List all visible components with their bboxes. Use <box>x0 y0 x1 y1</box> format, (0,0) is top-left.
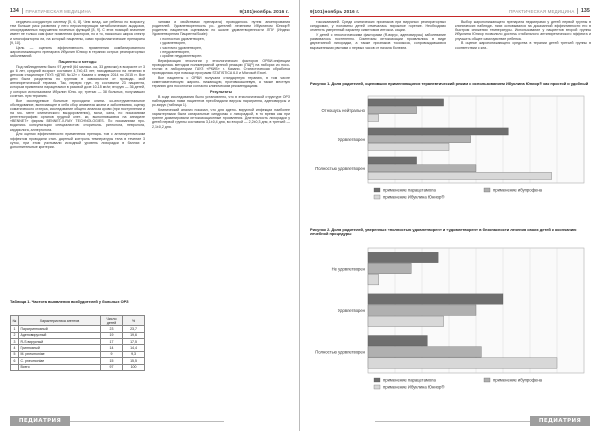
table-cell: 5 <box>11 351 19 357</box>
bar <box>368 99 444 106</box>
table-cell: 97 <box>101 364 123 370</box>
footer-section-label: ПЕДИАТРИЯ <box>18 418 62 424</box>
table-cell: Парагриппозный <box>19 326 101 332</box>
bar <box>368 305 476 316</box>
bar <box>368 136 471 143</box>
legend-label: применение парацетамола <box>383 377 436 383</box>
paragraph: В оценке жаропонижающего средства в терапии детей третьей группы в соответствии с кли- <box>455 41 591 50</box>
section-heading-methods: Пациенты и методы <box>58 59 97 64</box>
bar <box>368 128 508 135</box>
bar <box>368 263 411 274</box>
table-cell <box>11 364 19 370</box>
right-column-1 <box>310 20 446 50</box>
bar <box>368 358 557 369</box>
legend-swatch <box>484 188 490 192</box>
table-cell: R-S вирусный <box>19 338 101 344</box>
figure1-chart <box>310 93 543 205</box>
table-cell: Всего <box>19 364 101 370</box>
table-header-cell: Характеристика агентов <box>19 316 101 326</box>
header-separator <box>22 8 23 14</box>
legend-label: применение ибупрофена <box>493 377 543 383</box>
table-header-cell: Число детей <box>101 316 123 326</box>
bar <box>368 143 449 150</box>
section-heading-results: Результаты <box>210 89 232 94</box>
legend-label: применение парацетамола <box>383 187 436 193</box>
right-page-header <box>310 6 590 16</box>
table-cell: 9 <box>101 351 123 357</box>
table-body <box>11 326 145 371</box>
paragraph: Для оценки эффективности применения препара- тов с антипиретическим эффектом проводили стан- дартный контроль температуры тела в течение 3 суток, при этом учитывали исходный уровень лихорадки в баллах и дополнительные критерии. <box>10 132 145 149</box>
left-running-title: ПРАКТИЧЕСКАЯ МЕДИЦИНА <box>25 8 91 14</box>
table-cell: 2 <box>11 332 19 338</box>
right-page <box>300 0 600 431</box>
figure2-text: Доля родителей, уверенных «полностью удовлетворен» и «удовлетворен» в безопасности лечения своих детей к окончанию лечебной процедуры <box>310 227 577 237</box>
table-cell: 15 <box>101 358 123 364</box>
list-item: • неудовлетворен, <box>160 50 290 54</box>
paragraph: Клинический анализ показал, что для адено- вирусной инфекции наиболее характерными были катаральные синдромы с лихорадкой, в то время как при гриппе доминировали интоксикационные проявления. Длительность лихорадки у детей первой группы составила 3,1±0,4 дня, во второй — 2,2±0,3 дня, в третьей — 2,1±0,2 дня. <box>152 107 290 129</box>
bar <box>368 336 427 347</box>
right-footer-badge <box>530 416 590 426</box>
category-label: Удовлетворен <box>337 308 365 313</box>
legend-label: применение ибупрофена <box>493 187 543 193</box>
figure2-caption <box>310 228 590 237</box>
table-cell: Гриппозный <box>19 345 101 351</box>
right-column-2 <box>455 20 591 50</box>
figure1-label: Рисунок 1. <box>310 81 331 86</box>
table-cell: 23 <box>101 326 123 332</box>
table-caption: Таблица 1. Частота выявления возбудителей у больных ОРЗ <box>10 299 129 304</box>
bar <box>368 347 481 358</box>
figure1-text: Доля родителей, оценивших применяющиеся терапевтический режим с использованием Ибуклина Юниор® как простой и удобный <box>331 81 589 86</box>
table-cell: 17 <box>101 338 123 344</box>
figure2-label: Рисунок 2. <box>310 227 331 232</box>
bar <box>368 172 552 179</box>
category-label: Удовлетворен <box>337 137 365 142</box>
table-cell: 6 <box>11 358 19 364</box>
bar <box>368 157 417 164</box>
bar <box>368 252 438 263</box>
header-rule <box>10 16 289 17</box>
header-rule <box>310 16 590 17</box>
legend-swatch <box>374 195 380 199</box>
category-label: Полностью удовлетворен <box>315 349 365 355</box>
bar <box>368 294 503 305</box>
table-cell: 17,5 <box>123 338 145 344</box>
paragraph: В ходе исследования было установлено, что в этиологической структуре ОРЗ наблюдаемых нами пациентов преобладали вирусы парагриппа, аденовирусы и рс-вирус (таблица 1). <box>152 94 290 108</box>
bar <box>368 165 476 172</box>
legend-swatch <box>484 378 490 382</box>
paragraph: Все пациенты с ОРВИ получали стандартную терапию, в том числе симптоматическую: жаропо- нижающую, противокашлевую, а также местную терапию для носоглотки согласно клиническим рекомендациям. <box>152 75 290 89</box>
table-row <box>11 364 145 370</box>
paragraph: У детей с этиологическими факторами (R-вирус, аденовирусы) заболевание развивалось постепенно. Симптомы интоксикации проявлялись в виде двухэтапной лихорадки, а также признаков токсикоза, сопровождавшихся выраженными рвотами с первых часов от начала болезни. <box>310 33 446 50</box>
table-cell: 100 <box>123 364 145 370</box>
paragraph: Выбор жаропонижающего препарата педиатрами у детей первой группы в клинических наблюде- ниях основывался на доказанной эффективности его в быстром снижении температуры. Использование у пациентов второй группы Ибуклина Юниор позволило достичь стабильного антипиретического эффекта и улучшить общее самочувствие ребенка. <box>455 20 591 41</box>
bar <box>368 316 444 327</box>
pathogen-table <box>10 315 145 371</box>
table-cell: 23,7 <box>123 326 145 332</box>
left-footer-badge <box>10 416 70 426</box>
category-label: Полностью удовлетворен <box>315 166 365 171</box>
paragraph: чинами и свойствами препарата) проводилось путем анкетирования родителей. Удовлетворенность ро- дителей лечением Ибуклином Юниор® родители пациентов оценивали по шкале удовлетворенности ЛПУ (Индекс Удовлетворения Пациента/Scale): <box>152 20 290 37</box>
left-page-number: 134 <box>10 8 19 14</box>
paragraph: токсикаемией. Среди клинических признаков при вирусных респираторных синдромах, у половины детей отмечалась пирожное горение. Необходимо отметить умеренный характер симптомов интокси- кации. <box>310 20 446 33</box>
table-cell: 19,6 <box>123 332 145 338</box>
bar <box>368 107 417 114</box>
table-cell: C. pneumoniae <box>19 358 101 364</box>
paragraph-goal: Цель — оценить эффективность применения комбинированного жаропонижающего препарата Ибуклин Юниор в терапии острых респираторных заболеваний. <box>10 45 145 58</box>
paragraph: сердечно-сосудистую систему [5, 6, 8]. Чем млад- ше ребенок по возрасту, тем больше риск развития у него персистирующих метаболических ацидозов, опосредованных нарушения почечных функций [8, 9]. С этих позиций значение имеет не только сам факт появления факторов, но и то, насколько широк спектр и многофакторна ли, на который нацелены, сами профилактические препараты [9, 10]. <box>10 20 145 45</box>
list-item: • полностью удовлетворен, <box>160 37 290 41</box>
header-separator <box>577 8 578 14</box>
figure1-caption <box>310 82 590 86</box>
category-label: Отношусь нейтрально <box>321 108 365 113</box>
table-cell: 14 <box>101 345 123 351</box>
right-page-number: 135 <box>581 8 590 14</box>
table-header-cell: % <box>123 316 145 326</box>
paragraph: Верификация этиологии у этиологических факторов ОРВИ-инфекции проводилась методом полимеразной цепной реакции (ПЦР) на наборах из носо- глотки в лаборатории ГАУЗ «РКИБ» г. Казани. Статистическая обработка проводилась при помощи программ STATISTICA 6.0 и Microsoft Excel. <box>152 58 290 75</box>
left-issue-label: 9(101)ноябрь 2016 г. <box>239 8 289 14</box>
legend-swatch <box>374 385 380 389</box>
category-label: Не удовлетворен <box>331 266 365 272</box>
table-cell: 15,5 <box>123 358 145 364</box>
paragraph: Все исследуемые больные проходили клини- ко-инструментальное обследование, включающее в себя сбор анамнеза жизни и заболевания, оценку соматического статуса, исследование общего анализа крови (при поступлении и на мо- мент клинического выздоровления), мочи, кала, по показаниям рентгенографию органов грудной клет- ки, выполнявшиеся на аппарате «BENNET» фирмы BENNET-X-RAY TECHNOLOGIES. По показаниям про- водились консультации специалистов: оторинола- ринголога, невролога, кардиолога, аллерголога. <box>10 98 145 132</box>
table-header-cell: № <box>11 316 19 326</box>
table-cell: M. pneumoniae <box>19 351 101 357</box>
footer-section-label: ПЕДИАТРИЯ <box>538 418 582 424</box>
bar <box>368 274 379 285</box>
table-cell: Аденовирусный <box>19 332 101 338</box>
table-cell: 9,3 <box>123 351 145 357</box>
legend-label: применение Ибуклина Юниор® <box>383 194 445 200</box>
list-item: • крайне неудовлетворен. <box>160 54 290 58</box>
left-column-1 <box>10 20 145 150</box>
legend-label: применение Ибуклина Юниор® <box>383 384 445 390</box>
table-header-row <box>11 316 145 326</box>
list-item: • удовлетворен, <box>160 41 290 45</box>
table-cell: 3 <box>11 338 19 344</box>
left-column-2 <box>152 20 290 129</box>
left-page-header <box>10 6 289 16</box>
bar <box>368 114 379 121</box>
table-cell: 14,4 <box>123 345 145 351</box>
list-item: • частично удовлетворен, <box>160 46 290 50</box>
legend-swatch <box>374 188 380 192</box>
satisfaction-scale-list <box>160 37 290 58</box>
right-issue-label: 9(101)ноябрь 2016 г. <box>310 8 360 14</box>
figure2-chart <box>310 245 543 395</box>
table-cell: 19 <box>101 332 123 338</box>
legend-swatch <box>374 378 380 382</box>
table-cell: 1 <box>11 326 19 332</box>
paragraph: Под наблюдением было 97 детей (64 мальчи- ка, 33 девочки) в возрасте от 3 до 6 лет, средний возраст составил 4,7±0,43 лет, находившихся на лечении в детском стационаре ГКУЗ «ДГКБ №12» г. Казани с января 2014 по 2015 гг. Все дети были разделены по группам в зависимости от проводи- мой антипиретической терапии. Так, первую груп- пу составили 23 пациента, которым применяли парацетамол в разовой дозе 10-15 мг/кг; вторую — 36 детей, у которых использовали Ибуклин Юни- ор; третью — 38 больных, получавших сочетан- ную терапию. <box>10 64 145 98</box>
right-running-title: ПРАКТИЧЕСКАЯ МЕДИЦИНА <box>509 8 575 14</box>
table-cell: 4 <box>11 345 19 351</box>
